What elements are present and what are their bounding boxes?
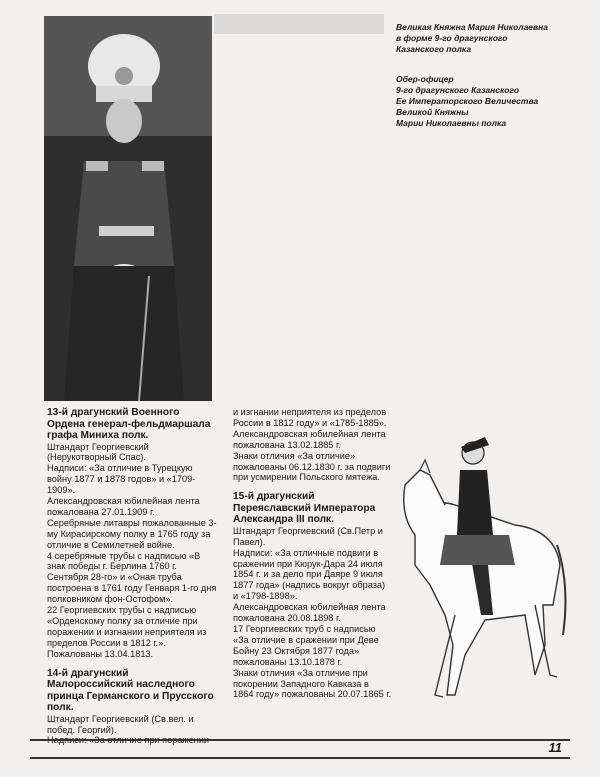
page-number: 11 (548, 740, 562, 755)
photo-caption (396, 22, 576, 55)
caption-line: Казанского полка (396, 44, 472, 54)
regiment-13-title: 13-й драгунский Военного Ордена генерал-фельдмаршала графа Миниха полк. (47, 407, 211, 441)
caption-line: в форме 9-го драгунского (396, 33, 508, 43)
regiment-14-text (47, 735, 217, 746)
drawing-caption (396, 74, 576, 129)
regiment-13-text: Штандарт Георгиевский (Нерукотворный Спас). (47, 441, 149, 463)
text-column-left (47, 407, 217, 746)
regiment-14-text: Штандарт Георгиевский (Св.вел. и побед. Георгий). (47, 713, 194, 735)
cavalry-officer-illustration (385, 415, 570, 735)
caption-line: Великой Княжны (396, 107, 469, 117)
regiment-13-text: Серебряные литавры пожалованные 3-му Кирасирскому полку в 1765 году за отличие в Семилетней войне. (47, 517, 217, 550)
header-band (214, 14, 384, 34)
regiment-13-text: Надписи: «За отличие в Турецкую войну 1877 и 1878 годов» и «1709-1909». (47, 463, 196, 496)
regiment-15-text: Надписи: «За отличные подвиги в сражении при Кюрук-Дара 24 июля 1854 г. и за дело при Даяре 9 июля 1877 года» (надпись вокруг образа) и «1798-1898». (233, 547, 386, 602)
caption-line: Ее Императорского Величества (396, 96, 539, 106)
regiment-14-title: 14-й драгунский Малороссийский наследного принца Германского и Прусского полк. (47, 667, 214, 714)
text-column-right (233, 407, 391, 700)
regiment-14-text-cont: Александровская юбилейная лента пожалована 13.02.1885 г. (233, 428, 386, 450)
regiment-15-text: Александровская юбилейная лента пожалована 20.08.1898 г. (233, 602, 386, 624)
regiment-15-text: Знаки отличия «За отличие при покорении Западного Кавказа в 1864 году» пожалованы 20.07.1865 г. (233, 667, 392, 700)
portrait-photo (44, 16, 212, 401)
caption-line: Обер-офицер (396, 74, 454, 84)
regiment-13-text: Пожалованы 13.04.1813. (47, 648, 154, 659)
regiment-13-text: 22 Георгиевских трубы с надписью «Орденскому полку за отличие при поражении и изгнании неприятеля из пределов России в 1812 г.». (47, 605, 207, 648)
regiment-15-title: 15-й драгунский Переяславский Императора Александра III полк. (233, 491, 376, 526)
regiment-15-text: Штандарт Георгиевский (Св.Петр и Павел). (233, 525, 383, 547)
regiment-13-text: Александровская юбилейная лента пожалована 27.01.1909 г. (47, 496, 200, 517)
caption-line: Великая Княжна Мария Николаевна (396, 22, 549, 32)
regiment-15-text: 17 Георгиевских труб с надписью «За отличие в сражении при Деве Бойну 23 Октября 1877 года» пожалованы 13.10.1878 г. (233, 624, 379, 667)
footer-rule-bottom (30, 757, 570, 759)
caption-line: 9-го драгунского Казанского (396, 85, 520, 95)
regiment-14-text-cont: Знаки отличия «За отличие» пожалованы 06.12.1830 г. за подвиги при усмирении Польского мятежа. (233, 450, 391, 483)
regiment-13-text: 4 серебряные трубы с надписью «В знак победы г. Берлина 1760 г. Сентября 28-го» и «Оная труба построена в 1761 году Генваря 1-го дня полковником фон-Остофом». (47, 550, 217, 605)
footer-rule-top (30, 739, 570, 741)
caption-line: Марии Николаевны полка (396, 118, 507, 128)
regiment-14-text-cont: и изгнании неприятеля из пределов России в 1812 году» и «1785-1885». (233, 407, 387, 428)
